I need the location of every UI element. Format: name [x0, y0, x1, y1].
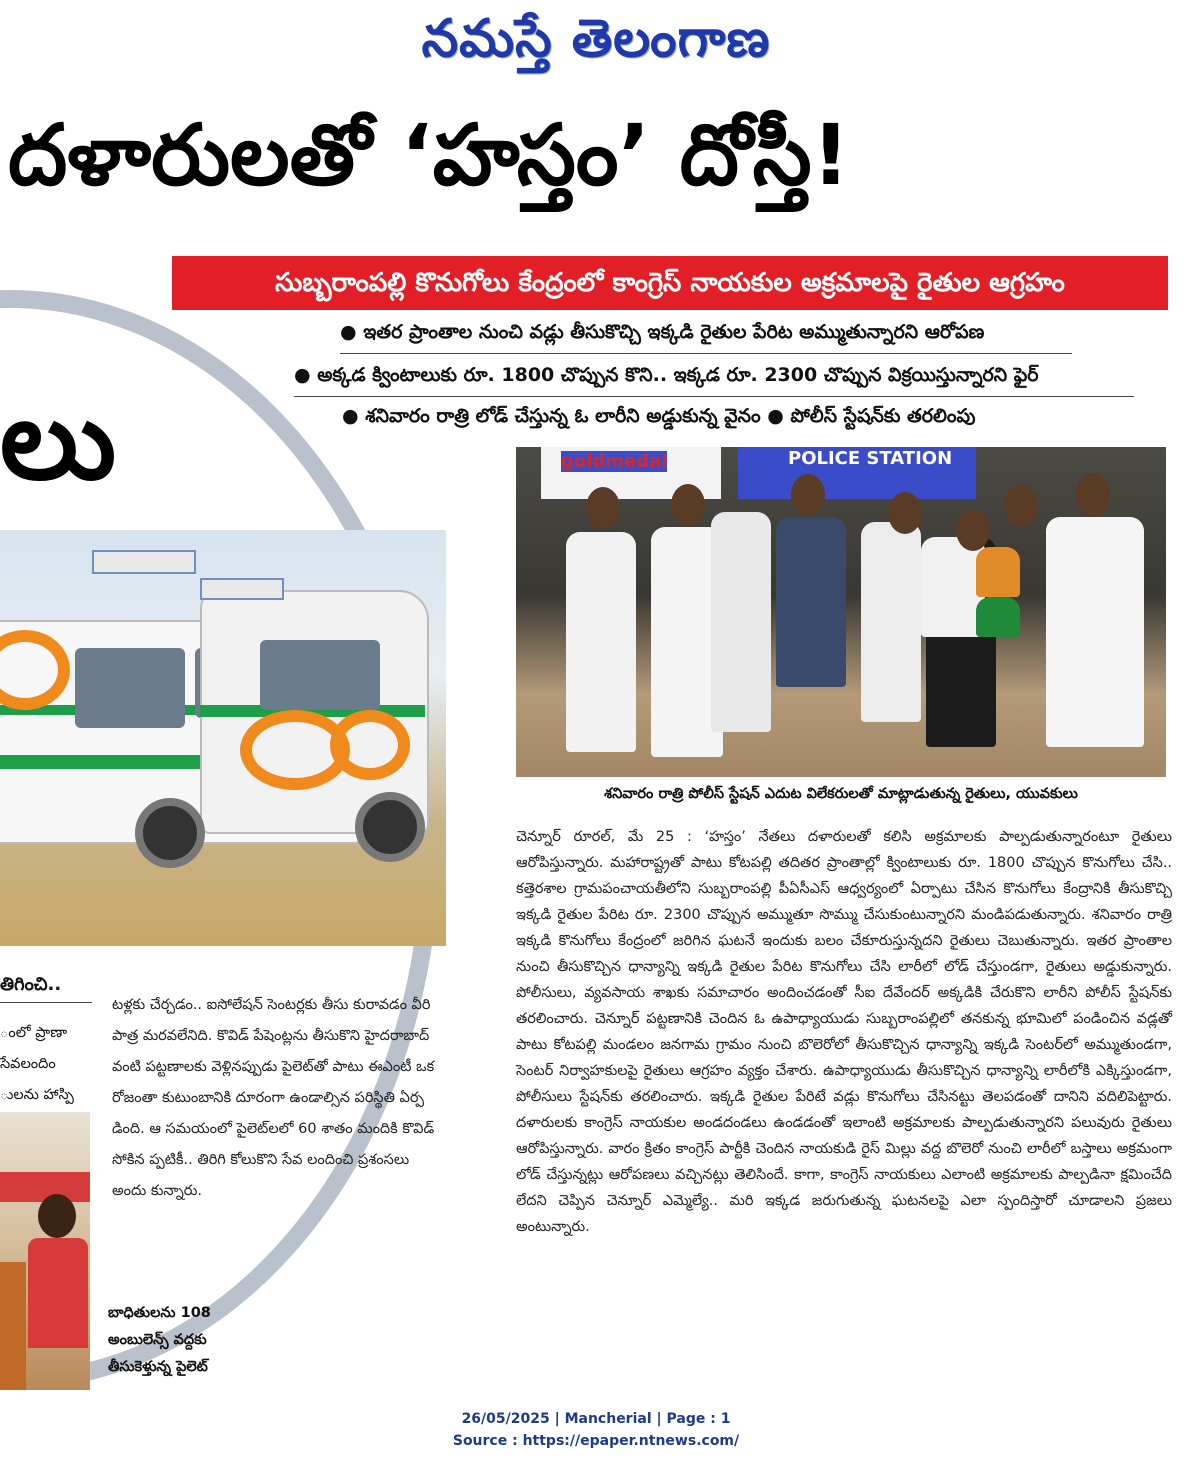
- pilot-photo-caption: బాధితులను 108 అంబులెన్స్ వద్దకు తీసుకెళ్తున్న పైలెట్: [108, 1305, 211, 1375]
- photo-sign-police-station: POLICE STATION: [738, 447, 976, 499]
- middle-column-text: టళ్లకు చేర్చడం.. ఐసోలేషన్ సెంటర్లకు తీసు కురావడం వీరి పాత్ర మరవలేనిది. కొవిడ్ పేషెంట్లను తీసుకొని హైదరాబాద్ వంటి పట్టణాలకు వెళ్లినప్పుడు పైలెట్‌తో పాటు ఈఎంటీ ఒక రోజంతా కుటుంబానికి దూరంగా ఉండాల్సిన పరిస్థితి ఏర్ప డింది. ఆ సమయంలో పైలెట్‌లలో 60 శాతం మందికి కొవిడ్ సోకిన ప్పటికీ.. తిరిగి కోలుకొని సేవ లందించి ప్రశంసలు అందు కున్నారు.: [112, 997, 435, 1199]
- left-column-line: ంలో ప్రాణా: [0, 1025, 68, 1041]
- ambulance-photo: [0, 530, 446, 946]
- footer-source: Source : https://epaper.ntnews.com/: [452, 1433, 740, 1449]
- left-column-line: సేవలందిం: [0, 1056, 56, 1072]
- police-station-photo: [516, 447, 1166, 777]
- footer-date-edition: 26/05/2025 | Mancherial | Page : 1: [461, 1411, 731, 1427]
- left-column-line: ులను హాస్పి: [0, 1087, 74, 1103]
- article-body: చెన్నూర్ రూరల్, మే 25 : ‘హస్తం’ నేతలు దళారులతో కలిసి అక్రమాలకు పాల్పడుతున్నారంటూ రైతులు ఆరోపిస్తున్నారు. మహారాష్ట్రతో పాటు కోటపల్లి తదితర ప్రాంతాల్లో క్వింటాలుకు రూ. 1800 చొప్పున కొనుగోలు చేసి.. కత్తెరశాల గ్రామపంచాయతీలోని సుబ్బరాంపల్లి పీఏసీఎస్ ఆధ్వర్యంలో ఏర్పాటు చేసిన కొనుగోలు కేంద్రానికి తీసుకొచ్చి ఇక్కడి రైతుల పేరిట రూ. 2300 చొప్పున అమ్ముతూ సొమ్ము చేసుకుంటున్నారని మండిపడుతున్నారు. శనివారం రాత్రి ఇక్కడి కొనుగోలు కేంద్రంలో జరిగిన ఘటనే ఇందుకు బలం చేకూరుస్తున్నదని రైతులు చెబుతున్నారు. ఇతర ప్రాంతాల నుంచి తీసుకొచ్చిన ధాన్యాన్ని ఇక్కడి రైతుల పేరిట కొనుగోలు చేసి లారీలో లోడ్ చేస్తుండగా, రైతులు అడ్డుకున్నారు. పోలీసులు, వ్యవసాయ శాఖకు సమాచారం అందించడంతో సీఐ దేవేందర్ అక్కడికి చేరుకొని లారీని పోలీస్ స్టేషన్‌కు తరలించారు. చెన్నూర్ పట్టణానికి చెందిన ఓ ఉపాధ్యాయుడు సుబ్బరాంపల్లిలో తనకున్న భూమిలో పండించిన వడ్లతో పాటు కోటపల్లి మండలం జనగామ గ్రామం నుంచి బొలెరోలో తీసుకొచ్చిన ధాన్యాన్ని ఇక్కడి సెంటర్‌లో అమ్ముతుండగా, సెంటర్ నిర్వాహకులపై రైతులు ఆగ్రహం వ్యక్తం చేశారు. ఉపాధ్యాయుడు తీసుకొచ్చిన ధాన్యాన్ని లారీలోకి ఎక్కిస్తుండగా, పోలీసులు స్టేషన్‌కు తరలించారు. ఇక్కడి రైతుల పేరిటే వడ్లు కొనుగోలు చేసినట్టు తెలపడంతో దానిని వదిలిపెట్టారు. దళారులకు కాంగ్రెస్ నాయకుల అండదండలు ఉండడంతో ఇలాంటి అక్రమాలకు పాల్పడుతున్నారని పలువురు రైతులు ఆరోపిస్తున్నారు. వారం క్రితం కాంగ్రెస్ పార్టీకి చెందిన నాయకుడి రైస్ మిల్లు వద్ద బొలెరో నుంచి లారీలో బస్తాలు అక్రమంగా లోడ్ చేస్తున్నట్లు ఆరోపణలు వచ్చినట్లు తెలిసిందే. కాగా, కాంగ్రెస్ నాయకులు ఎలాంటి అక్రమాలకు పాల్పడినా క్షమించేది లేదని చెప్పిన చెన్నూర్ ఎమ్మెల్యే.. మరి ఇక్కడ జరుగుతున్న ఘటనలపై ఎలా స్పందిస్తారో చూడాలని ప్రజలు అంటున్నారు.: [516, 829, 1172, 1235]
- photo-sign-goldmedal: goldmedal: [561, 451, 668, 472]
- left-story-headline-fragment: లు: [0, 376, 117, 504]
- left-column-text: [0, 1018, 92, 1111]
- left-subhead-divider: [0, 1002, 92, 1003]
- bullet-divider-2: [294, 396, 1134, 397]
- bullet-point-1: ● ఇతర ప్రాంతాల నుంచి వడ్లు తీసుకొచ్చి ఇక్కడి రైతుల పేరిట అమ్ముతున్నారని ఆరోపణ: [340, 321, 985, 343]
- left-story-subhead: తిగించి..: [0, 974, 62, 995]
- subheadline-strap: సుబ్బరాంపల్లి కొనుగోలు కేంద్రంలో కాంగ్రెస్ నాయకుల అక్రమాలపై రైతుల ఆగ్రహం: [172, 256, 1168, 310]
- photo-caption: శనివారం రాత్రి పోలీస్ స్టేషన్ ఎదుట విలేకరులతో మాట్లాడుతున్న రైతులు, యువకులు: [604, 786, 1078, 802]
- pilot-photo: [0, 1112, 90, 1390]
- headline: దళారులతో ‘హస్తం’ దోస్తీ!: [8, 106, 850, 204]
- bullet-divider-1: [340, 353, 1072, 354]
- page-footer: [0, 1408, 1192, 1452]
- masthead-logo: నమస్తే తెలంగాణ: [421, 8, 771, 69]
- bullet-point-2: ● అక్కడ క్వింటాలుకు రూ. 1800 చొప్పున కొని.. ఇక్కడ రూ. 2300 చొప్పున విక్రయిస్తున్నారని ఫైర్: [294, 364, 1039, 386]
- bullet-point-3: ● శనివారం రాత్రి లోడ్ చేస్తున్న ఓ లారీని అడ్డుకున్న వైనం ● పోలీస్ స్టేషన్‌కు తరలింపు: [342, 405, 976, 427]
